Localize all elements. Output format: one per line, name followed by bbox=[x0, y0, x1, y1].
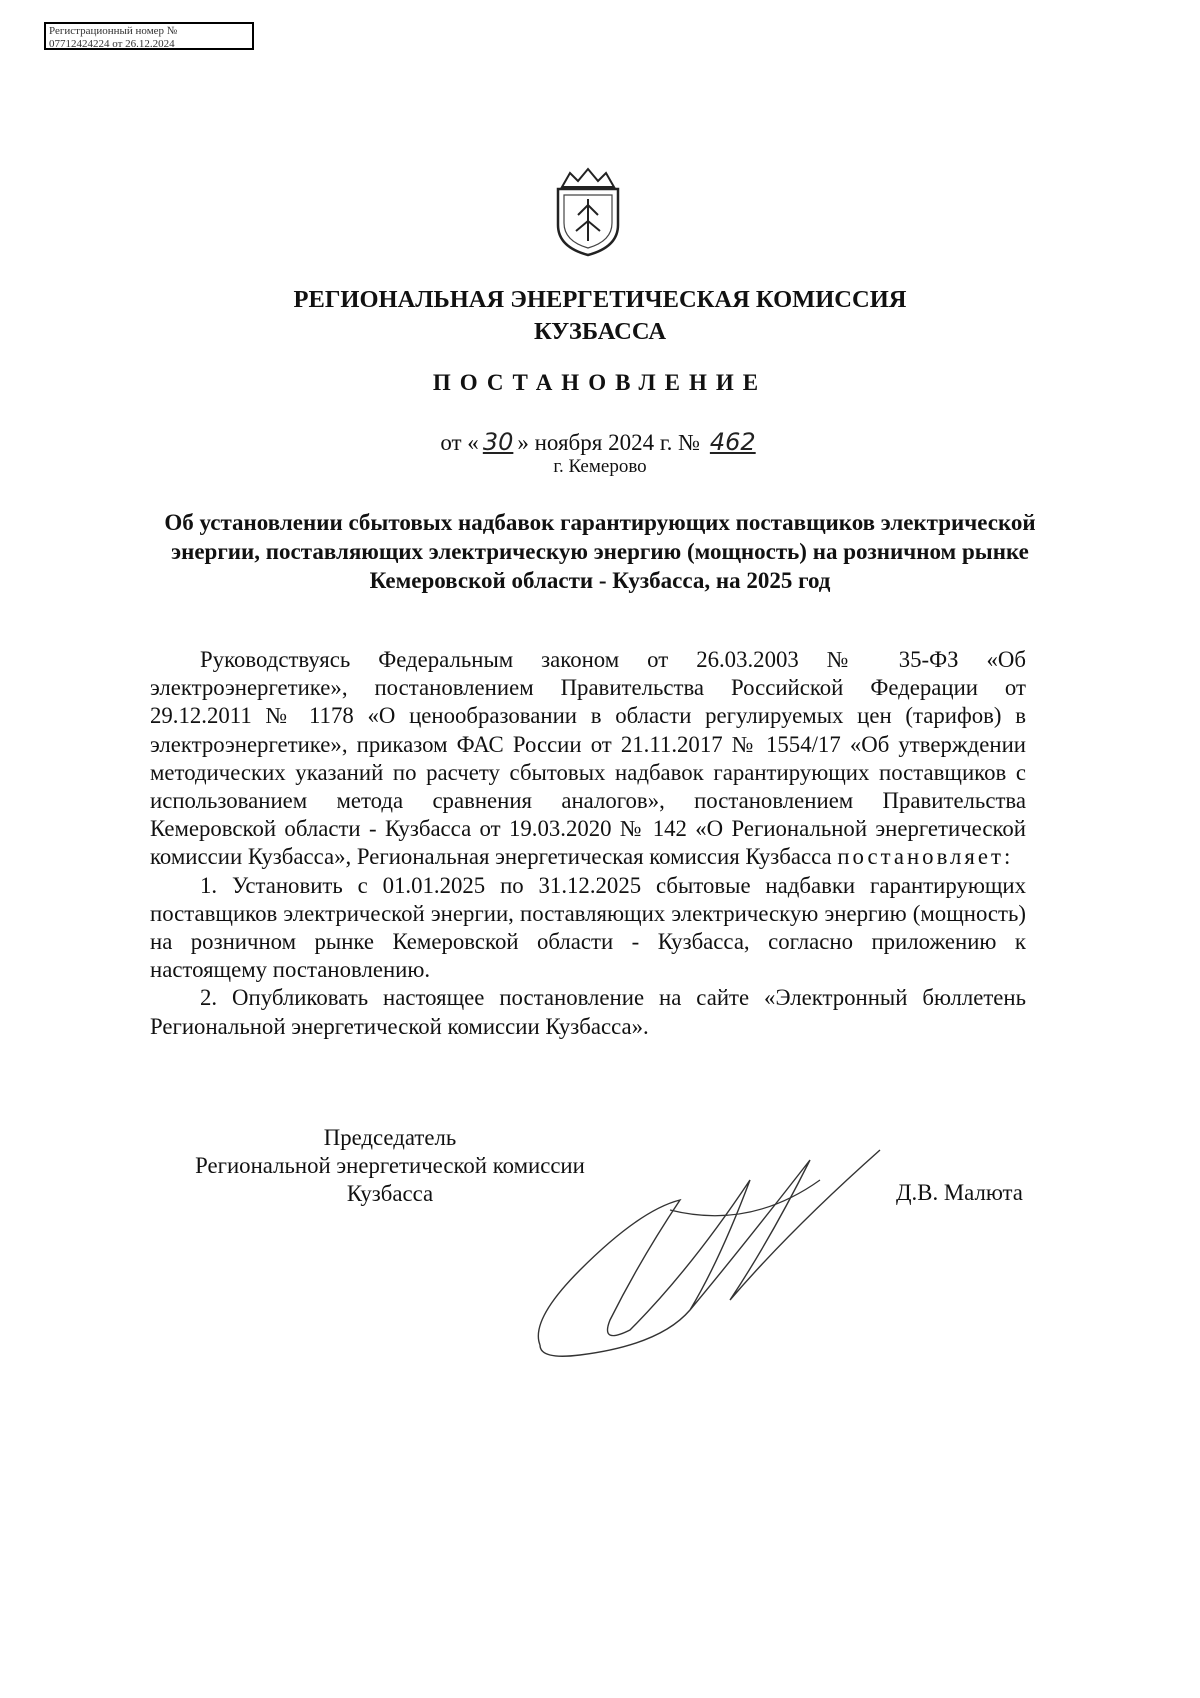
handwritten-day: 30 bbox=[482, 428, 514, 456]
preamble-paragraph bbox=[150, 646, 1026, 872]
date-prefix: от « bbox=[440, 430, 479, 455]
document-subject: Об установлении сбытовых надбавок гарантирующих поставщиков электрической энергии, поставляющих электрическую энергию (мощность) на розничном рынке Кемеровской области - Кузбасса, на 2025 год bbox=[164, 510, 1036, 593]
city: г. Кемерово bbox=[553, 456, 647, 477]
preamble-text: Руководствуясь Федеральным законом от 26.03.2003 № 35-ФЗ «Об электроэнергетике», постановлением Правительства Российской Федерации от 29.12.2011 № 1178 «О ценообразовании в области регулируемых цен (тарифов) в электроэнергетике», приказом ФАС России от 21.11.2017 № 1554/17 «Об утверждении методических указаний по расчету сбытовых надбавок гарантирующих поставщиков с использованием метода сравнения аналогов», постановлением Правительства Кемеровской области - Кузбасса от 19.03.2020 № 142 «О Региональной энергетической комиссии Кузбасса», Региональная энергетическая комиссия Кузбасса bbox=[150, 647, 1026, 870]
item-1: 1. Установить с 01.01.2025 по 31.12.2025 сбытовые надбавки гарантирующих поставщиков электрической энергии, поставляющих электрическую энергию (мощность) на розничном рынке Кемеровской области - Кузбасса, согласно приложению к настоящему постановлению. bbox=[150, 872, 1026, 983]
document-type: ПОСТАНОВЛЕНИЕ bbox=[432, 370, 768, 395]
signatory-name: Д.В. Малюта bbox=[896, 1180, 1023, 1205]
coat-of-arms-emblem-icon bbox=[548, 165, 628, 257]
handwritten-number: 462 bbox=[709, 428, 756, 456]
registration-stamp-line2: 07712424224 от 26.12.2024 bbox=[49, 38, 175, 50]
item-2: 2. Опубликовать настоящее постановление на сайте «Электронный бюллетень Региональной энергетической комиссии Кузбасса». bbox=[150, 985, 1026, 1039]
document-date-number bbox=[200, 428, 1000, 456]
org-line2: КУЗБАССА bbox=[533, 318, 667, 345]
signatory-title-line2: Региональной энергетической комиссии bbox=[195, 1153, 585, 1178]
registration-stamp-line1: Регистрационный номер № bbox=[49, 25, 178, 37]
organization-name bbox=[200, 284, 1000, 348]
document-body bbox=[150, 646, 1026, 1041]
org-line1: РЕГИОНАЛЬНАЯ ЭНЕРГЕТИЧЕСКАЯ КОМИССИЯ bbox=[293, 286, 907, 313]
signatory-title-line1: Председатель bbox=[323, 1125, 457, 1150]
handwritten-signature bbox=[520, 1120, 900, 1360]
signatory-title-line3: Кузбасса bbox=[346, 1181, 434, 1206]
decree-word: постановляет: bbox=[837, 844, 1014, 870]
registration-stamp bbox=[44, 22, 254, 50]
date-middle: » ноября 2024 г. № bbox=[517, 430, 701, 455]
